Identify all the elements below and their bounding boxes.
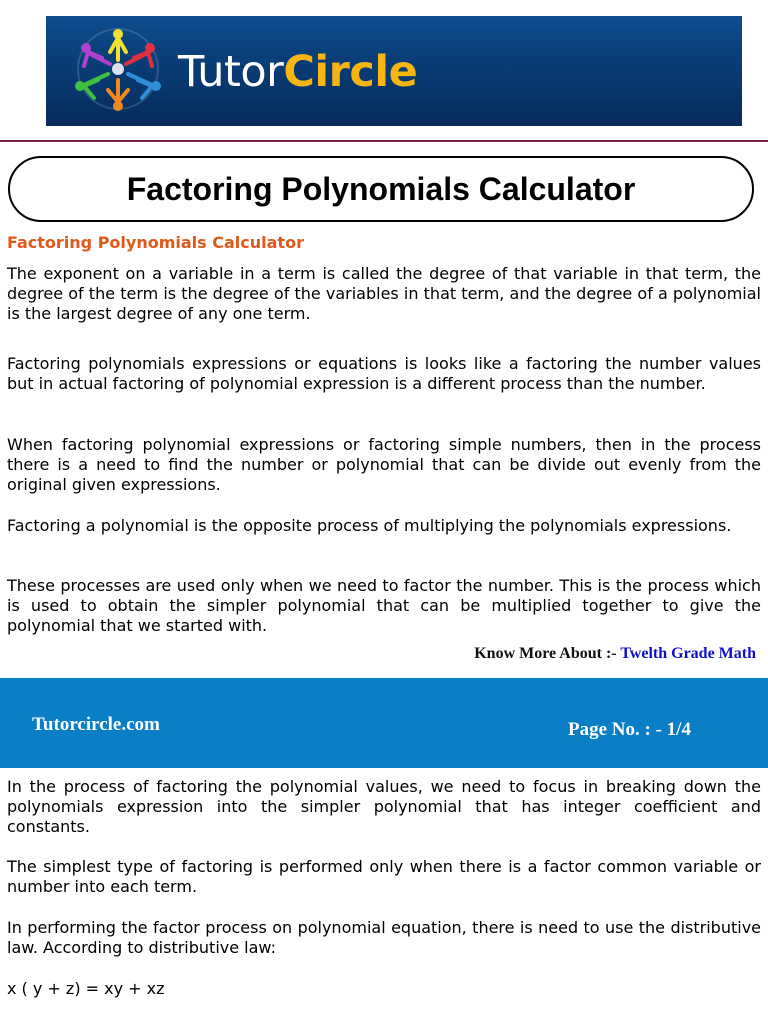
paragraph-factoring-vs-numbers: Factoring polynomials expressions or equations is looks like a factoring the number values but in actual factoring of polynomial expression is a different process than the number.: [7, 354, 761, 393]
paragraph-degree: The exponent on a variable in a term is called the degree of that variable in that term, the degree of the term is the degree of the variables in that term, and the degree of a polynomial is the largest degree of any one term.: [7, 264, 761, 323]
paragraph-divide-out: When factoring polynomial expressions or factoring simple numbers, then in the process there is a need to find the number or polynomial that can be divide out evenly from the original given expressions.: [7, 435, 761, 494]
header-divider: [0, 140, 768, 142]
logo-word-tutor: Tutor: [178, 47, 284, 97]
paragraph-common-factor: The simplest type of factoring is performed only when there is a factor common variable or number into each term.: [7, 857, 761, 896]
distributive-formula: x ( y + z) = xy + xz: [7, 979, 165, 998]
know-more-line: [474, 645, 756, 663]
page-title: Factoring Polynomials Calculator: [126, 170, 636, 207]
paragraph-opposite-process: Factoring a polynomial is the opposite process of multiplying the polynomials expressions.: [7, 516, 732, 535]
footer-page-number: Page No. : - 1/4: [568, 719, 691, 740]
paragraph-breaking-down: In the process of factoring the polynomial values, we need to focus in breaking down the polynomials expression into the simpler polynomial that has integer coefficient and constants.: [7, 777, 761, 836]
paragraph-simpler-polynomial: These processes are used only when we need to factor the number. This is the process which is used to obtain the simpler polynomial that can be multiplied together to give the polynomial that we started with.: [7, 576, 761, 635]
tutorcircle-logo-icon: [66, 24, 170, 114]
footer-site-name: Tutorcircle.com: [32, 714, 160, 735]
section-subheading: Factoring Polynomials Calculator: [7, 233, 304, 252]
title-box: [8, 156, 754, 222]
logo-wordmark: [178, 46, 417, 98]
twelth-grade-math-link[interactable]: Twelth Grade Math: [620, 645, 756, 662]
know-more-label: Know More About :-: [474, 645, 621, 662]
paragraph-distributive-law: In performing the factor process on polynomial equation, there is need to use the distributive law. According to distributive law:: [7, 918, 761, 957]
logo-word-circle: Circle: [283, 47, 418, 97]
